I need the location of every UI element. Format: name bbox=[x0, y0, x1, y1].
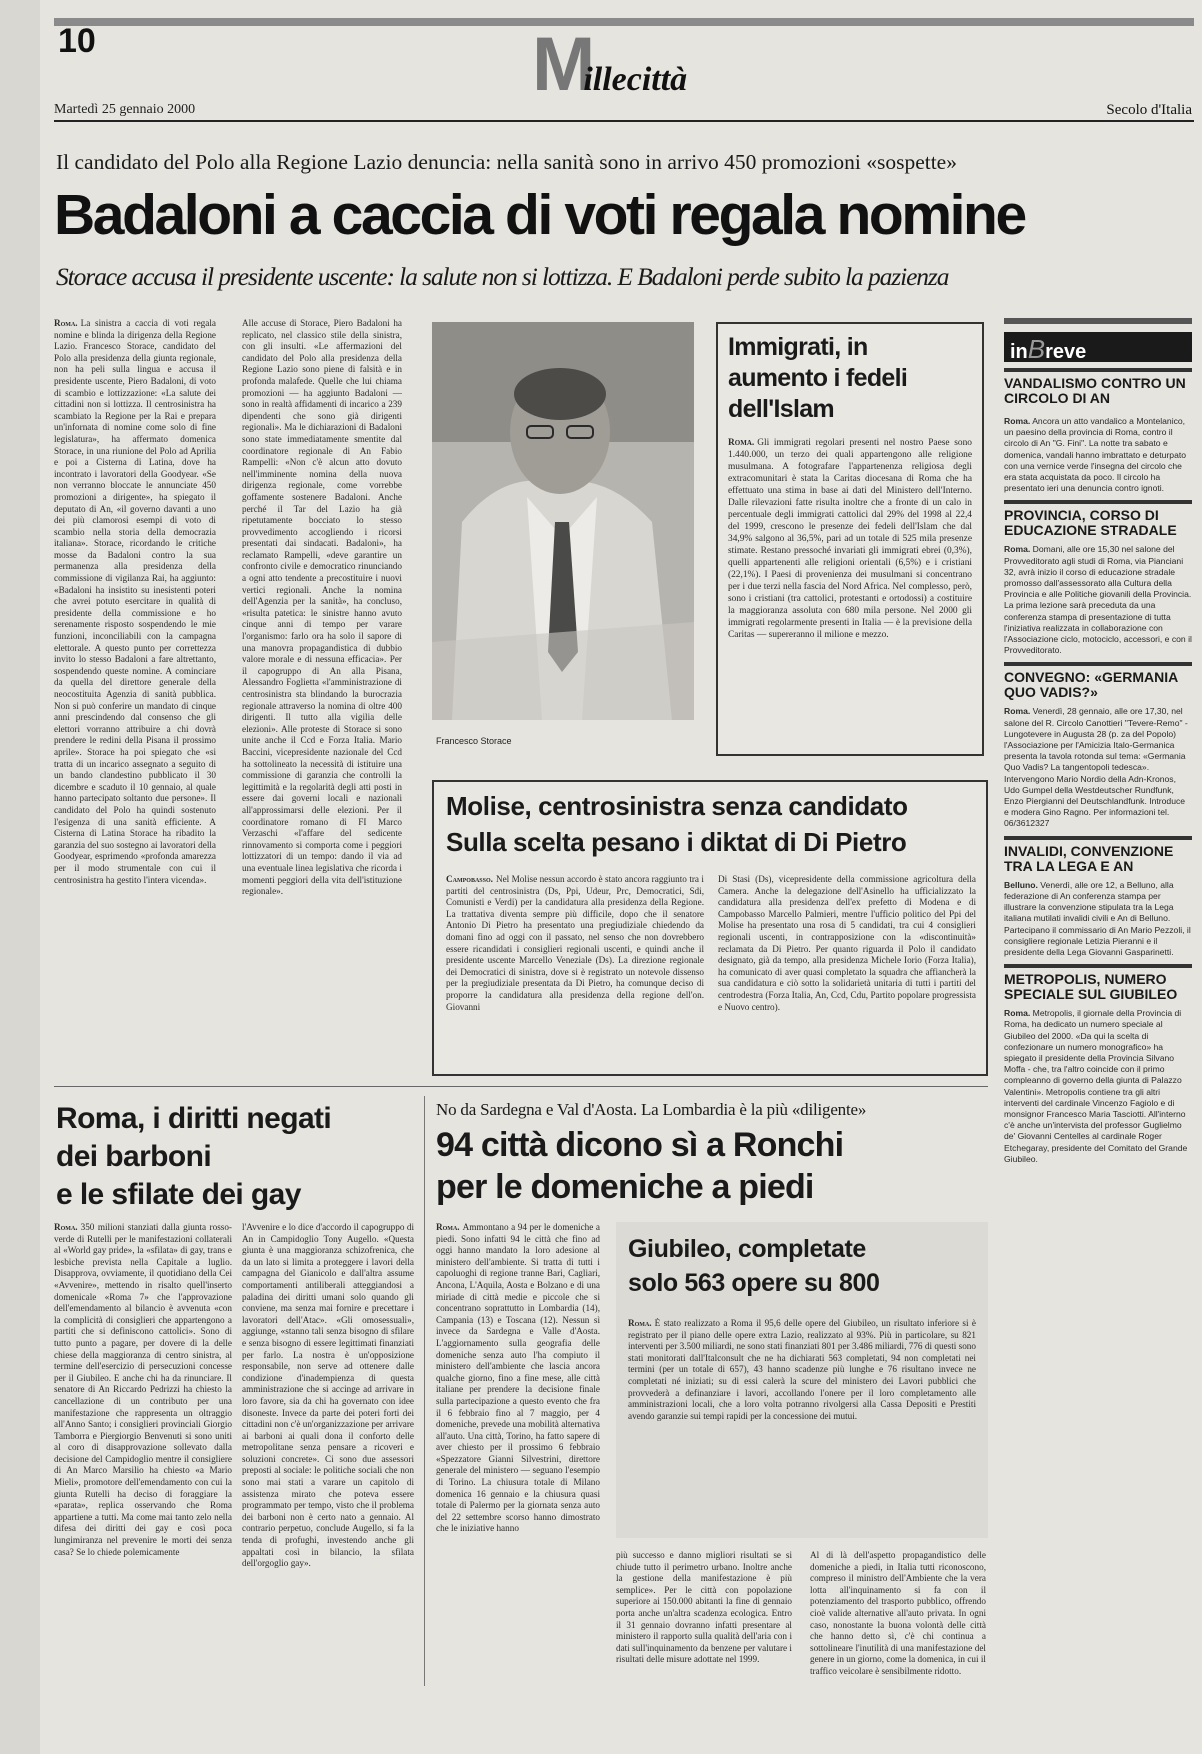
barboni-column-1 bbox=[54, 1222, 232, 1692]
barboni-dateline: Roma. bbox=[54, 1222, 78, 1232]
main-kicker: Il candidato del Polo alla Regione Lazio denuncia: nella sanità sono in arrivo 450 promozioni «sospette» bbox=[56, 150, 957, 174]
brevi-item-text bbox=[1004, 544, 1192, 656]
brevi-item-4 bbox=[1004, 844, 1192, 958]
brevi-item-3 bbox=[1004, 670, 1192, 829]
giubileo-dateline: Roma. bbox=[628, 1318, 652, 1328]
brevi-item-dateline: Roma. bbox=[1004, 544, 1031, 555]
molise-headline-1: Molise, centrosinistra senza candidato bbox=[446, 791, 908, 821]
brevi-badge-in: in bbox=[1010, 341, 1028, 363]
brevi-item-body: Metropolis, il giornale della Provincia di Roma, ha dedicato un numero speciale al Giubileo del 2000. «Da qui la scelta di confezionare un numero monografico» ha spiegato il presidente della Provincia Silvano Moffa - che, tra l'altro coincide con il primo compleanno di governo della giunta di Palazzo Valentini». Metropolis contiene tra gli altri interventi del cardinale Vincenzo Fagiolo e di monsignor Francesco Maria Tasciotti. All'interno c'è anche un'intervista del professor Guglielmo de' Giovanni Centelles al cardinale Roger Etchegaray, presidente del Comitato del Grande Giubileo. bbox=[1004, 1008, 1188, 1164]
barboni-text-2: l'Avvenire e lo dice d'accordo il capogruppo di An in Campidoglio Tony Augello. «Questa giunta è una maggioranza schizofrenica, che da un lato si limita a proteggere i lavori della campagna del Gianicolo e dall'altra assume comportamenti antiliberali atteggiandosi a paladina dei diritti umani solo quando gli conviene, ma senza mai fornire e precettare i lavoratori dell'Atac». «Gli omosessuali», aggiunge, «stanno tali senza bisogno di sfilare e senza bisogno di essere legittimati finanziati per farlo. La nostra è un'opposizione responsabile, non serve ad ottenere dalle condizione d'inadempienza di questa amministrazione che si accinge ad arrivare in loro favore, sia da chi ha governato con idee disoneste. Invece da parte dei poteri forti dei cittadini non c'è un'organizzazione per arrivare ai barboni ai quali dona il conforto delle metropolitane senza pensare a ricoveri e soluzioni concrete». Ci sono due assessori preposti al sociale: le politiche sociali che non sono mai stati a varare un capitolo di assistenza mirato che poteva essere programmato per tempo, visto che il problema dei barboni non è certo nato a gennaio. Al contrario perpetuo, conclude Augello, si fa la tenda di profughi, investendo anche gli appaltati così in bilancio, la sfilata dell'orgoglio gay». bbox=[242, 1222, 414, 1569]
molise-text-2: Di Stasi (Ds), vicepresidente della commissione agricoltura della Camera. Anche la delegazione dell'Asinello ha ufficializzato la candidatura alla presidenza dell'ex prefetto di Modena e di Campobasso Marcello Palmieri, mentre l'ufficio politico del Ppi del Molise ha presentato una rosa di 5 candidati, tra cui 4 consiglieri regionali uscenti, in contrapposizione con la «discontinuità» reclamata da Di Pietro. Per quanto riguarda il Polo il candidato designato, già da tempo, alla presidenza Michele Iorio (Forza Italia), ha comunicato di aver quasi completato la squadra che affiancherà la sua candidatura e ciò sotto la solidarietà unitaria di tutti i partiti del centrodestra (Forza Italia, An, Ccd, Cdu, Partito popolare progressista e Nuovo centro). bbox=[718, 874, 976, 1012]
brevi-item-title: INVALIDI, CONVENZIONE TRA LA LEGA E AN bbox=[1004, 842, 1174, 874]
brevi-item-title: PROVINCIA, CORSO DI EDUCAZIONE STRADALE bbox=[1004, 507, 1177, 539]
vertical-divider bbox=[424, 1096, 425, 1686]
immigrati-headline: Immigrati, in aumento i fedeli dell'Islam bbox=[728, 333, 908, 423]
molise-text-1: Nel Molise nessun accordo è stato ancora raggiunto tra i partiti del centrosinistra (Ds, Ppi, Udeur, Prc, Democratici, Sdi, Comunisti e Verdi) per la candidatura alla presidenza della Regione. La trattativa diventa sempre più difficile, dopo che il senatore Antonio Di Pietro ha presentato una pregiudiziale chiedendo da domani fino ad oggi con il passato, nel senso che non dovrebbero essere ricandidati i consiglieri regionali uscenti, e quindi anche il presidente uscente Marcello Veneziale (Ds). La direzione regionale dei Democratici di sinistra, dove si è registrato un notevole dissenso per la pregiudiziale presentata da Di Pietro, ha comunque deciso di proporre la candidatura alla presidenza della regione dell'on. Giovanni bbox=[446, 874, 704, 1012]
giubileo-text: È stato realizzato a Roma il 95,6 delle opere del Giubileo, un risultato inferiore si è registrato per il piano delle opere extra Lazio, realizzato al 93%. Più in particolare, su 821 interventi per 3.500 miliardi, ne sono stati finanziati 801 per 3.486 miliardi, 776 di questi sono stati monitorati dall'Italconsult che ne ha dichiarati 563 completati, 94 non completati nei termini (per un totale di 657), 43 hanno scadenze più lunghe e 76 risultano invece ne completati né iniziati; su di essi calerà la scure del ministero dei Lavori pubblici che provvederà a definanziare i lavori, accollando l'onere per il loro completamento alle amministrazioni locali, che a loro volta potranno rivolgersi alla Cassa Depositi e Prestiti avendo garanzie sui tempi rapidi per la concessione dei mutui. bbox=[628, 1318, 976, 1421]
ronchi-headline-1: 94 città dicono sì a Ronchi bbox=[436, 1126, 844, 1164]
storace-photo bbox=[432, 322, 694, 720]
brevi-item-title: VANDALISMO CONTRO UN CIRCOLO DI AN bbox=[1004, 375, 1186, 406]
brevi-separator bbox=[1004, 662, 1192, 666]
giubileo-headline-2: solo 563 opere su 800 bbox=[628, 1269, 880, 1297]
brevi-separator bbox=[1004, 836, 1192, 840]
main-story-column-1 bbox=[54, 318, 216, 1068]
barboni-headline-1: Roma, i diritti negati bbox=[56, 1102, 332, 1135]
molise-column-1 bbox=[446, 874, 704, 1066]
top-rule bbox=[54, 18, 1194, 26]
giubileo-headline-1: Giubileo, completate bbox=[628, 1235, 866, 1263]
giubileo-body bbox=[628, 1318, 976, 1518]
newspaper-page bbox=[40, 0, 1202, 1754]
immigrati-text: Gli immigrati regolari presenti nel nostro Paese sono 1.440.000, un terzo dei quali appartengono alle religione musulmana. A fotografare l'appartenenza religiosa degli extracomunitari è stata la Caritas diocesana di Roma che ha effettuato una stima in base ai dati del Ministero dell'Interno. Dalle rilevazioni fatte risulta inoltre che a fronte di un calo in percentuale degli immigrati cattolici dal 29% del 1998 al 22,4 del 1999, crescono le presenze dei fedeli dell'Islam che dal 34,9% salgono al 36,5%, pari ad un totale di 525 mila presenze stimate. Restano pressoché invariati gli immigrati ebrei (0,3%), quelli appartenenti alle religioni orientali (6,5%) e i cristiani (22,1%). I Paesi di provenienza dei musulmani si concentrano per i due terzi nella fascia del Nord Africa. Nel complesso, però, sono i cristiani (tra cattolici, protestanti e ortodossi) a costituire la maggioranza assoluta con 680 mila persone. Nel 2000 gli immigrati regolarmente presenti in Italia — è la previsione della Caritas — supereranno il milione e mezzo. bbox=[728, 438, 972, 640]
ronchi-kicker: No da Sardegna e Val d'Aosta. La Lombardia è la più «diligente» bbox=[436, 1100, 867, 1119]
ronchi-text-1: Ammontano a 94 per le domeniche a piedi. Sono infatti 94 le città che fino ad oggi hanno mandato la loro adesione al ministero dell'ambiente. Si tratta di tutti i capoluoghi di regione tranne Bari, Cagliari, Ancona, L'Aquila, Aosta e Bolzano e di una miriade di città medie e piccole che si concentrano soprattutto in Lombardia (14), Campania (13) e Toscana (12). Nessun sì invece da Sardegna e Valle d'Aosta. L'aggiornamento sulla geografia delle domeniche senza auto l'ha compiuto il ministero dell'ambiente che lascia ancora qualche giorno, fino a fine mese, alle città italiane per prendere la decisione finale sulla partecipazione a questo evento che fra il 6 febbraio fino al 7 maggio, per 4 domeniche, prevede una mobilità alternativa all'auto. Una città, Torino, ha fatto sapere di aver chiesto per il prossimo 6 febbraio «Spezzatore Gianni Silvestrini, direttore generale del ministero — seguano l'esempio di Torino. La chiusura totale di Milano domenica 16 gennaio e la chiusura quasi totale di Palermo per la giornata senza auto del 22 settembre scorso hanno dimostrato che le iniziative hanno bbox=[436, 1222, 600, 1534]
brevi-separator bbox=[1004, 964, 1192, 968]
brevi-item-5 bbox=[1004, 972, 1192, 1165]
ronchi-column-2 bbox=[616, 1550, 792, 1696]
brevi-item-2 bbox=[1004, 508, 1192, 656]
main-story-text-2: Alle accuse di Storace, Piero Badaloni ha replicato, nel classico stile della sinistra, con gli insulti. «Le affermazioni del candidato del Polo alla presidenza della Regione Lazio sono piene di falsità e in profonda malafede. Quelle che lui chiama promozioni — ha aggiunto Badaloni — sono in realtà affidamenti di incarico a 239 dipendenti che sono già dirigenti regionali». Ma le dichiarazioni di Badaloni sono state immediatamente smentite dal coordinatore regionale di An Fabio Rampelli: «Non c'è alcun atto dovuto nell'imminente nomina della nuova dirigenza regionale, come vorrebbe goffamente sostenere Badaloni. Anche perché il Tar del Lazio ha già ripetutamente bocciato lo stesso provvedimento accogliendo i ricorsi presentati dai sindacati. Badaloni», ha reclamato Rampelli, «deve garantire un confronto civile e democratico rinunciando a ogni atto tendente a precostituire i nuovi vertici regionali. Anche la nomina dell'Agenzia per la sanità», ha concluso, «risulta patetica: le sinistre hanno avuto cinque anni di tempo per varare l'organismo: farlo ora ha solo il sapore di una manovra propagandistica di dubbio valore morale e di nessuna efficacia». Per il capogruppo di An alla Pisana, Alessandro Foglietta «l'amministrazione di centrosinistra sta blindando la burocrazia regionale attraverso la nomina di oltre 400 dirigenti. Il tutto alla vigilia delle elezioni». Alle proteste di Storace si sono unite anche il Ccd e Forza Italia. Mario Baccini, vicepresidente nazionale del Ccd ha sottolineato la necessità di istituire una commissione di garanzia che controlli la legittimità e la regolarità degli atti posti in essere dai governi locali e nazionali all'approssimarsi delle elezioni. Per il coordinatore romano di FI Marco Verzaschi «l'affare del sedicente rinnovamento si comporta come i peggiori lottizzatori di un tempo: dando il via ad una eventuale linea legislativa che ricorda i momenti peggiori della vita dell'istituzione regionale». bbox=[242, 318, 402, 897]
publication-name: Secolo d'Italia bbox=[1106, 102, 1192, 118]
ronchi-dateline: Roma. bbox=[436, 1222, 460, 1232]
ronchi-column-1 bbox=[436, 1222, 600, 1692]
brevi-top-rule bbox=[1004, 318, 1192, 324]
brevi-separator bbox=[1004, 500, 1192, 504]
brevi-item-dateline: Roma. bbox=[1004, 706, 1031, 717]
date-line: Martedì 25 gennaio 2000 bbox=[54, 102, 196, 117]
ronchi-headline-2: per le domeniche a piedi bbox=[436, 1168, 814, 1206]
molise-headline-2: Sulla scelta pesano i diktat di Di Pietro bbox=[446, 827, 907, 857]
brevi-item-text bbox=[1004, 1008, 1192, 1165]
photo-caption: Francesco Storace bbox=[436, 736, 512, 746]
barboni-headline-3: e le sfilate dei gay bbox=[56, 1178, 301, 1211]
ronchi-text-2: più successo e danno migliori risultati se si chiude tutto il perimetro urbano. Inoltre anche la gestione della manifestazione è più semplice». Per le città con popolazione superiore ai 150.000 abitanti la fine di gennaio porta anche un'altra scadenza ecologica. Entro il 31 gennaio dovranno infatti presentare al ministero il rapporto sulla qualità dell'aria con i dati sull'inquinamento da benzene per valutare i risultati delle misure adottate nel 1999. bbox=[616, 1550, 792, 1665]
immigrati-dateline: Roma. bbox=[728, 438, 755, 448]
page-number: 10 bbox=[58, 22, 96, 60]
brevi-item-dateline: Roma. bbox=[1004, 416, 1031, 426]
brevi-item-title: CONVEGNO: «GERMANIA QUO VADIS?» bbox=[1004, 669, 1178, 701]
barboni-text-1: 350 milioni stanziati dalla giunta rosso-verde di Rutelli per le manifestazioni collaterali al «World gay pride», la «sfilata» di gay, trans e lesbiche prevista nella Capitale a luglio. Disapprova, ovviamente, il quotidiano della Cei «Avvenire», mettendo in risalto quell'inserto domenicale «Roma 7» che l'approvazione dell'emendamento al bilancio è avvenuta «con la complicità di consiglieri che appartengono a partiti che si definiscono cattolici». Sono di tutto punto a pagare, per dovere di la delle chiese della maggioranza di centro sinistra, al termine dell'esercizio di persecuzioni concesse per il Giubileo. E anche chi ha da rinunciare. Il senatore di An Riccardo Pedrizzi ha chiesto la cancellazione di un contributo per una manifestazione che rappresenta un oltraggio all'Anno Santo; i consiglieri provinciali Giorgio Tamborra e Piergiorgio Benvenuti si sono uniti al coro di disapprovazione sollevato dalla decisione del Campidoglio mentre il consigliere di An Marco Marsilio ha chiesto «a Mario Mieli», promotore dell'emendamento con cui la giunta Rutelli ha deciso di foraggiare la «parata», replica osservando che Roma appartiene a tutti. Ma come mai tanto zelo nella difesa dei diritti dei gay e così poca lungimiranza nel prevenire le morti dei senza casa? Se lo chiede polemicamente bbox=[54, 1222, 232, 1557]
main-story-text-1: La sinistra a caccia di voti regala nomine e blinda la dirigenza della Regione Lazio. Francesco Storace, candidato del Polo alla presidenza della giunta regionale, non ha peli sulla lingua e accusa il presidente uscente, Piero Badaloni, di voto di scambio e lottizzazione: «La salute dei cittadini non si lottizza. Il centrosinistra ha scambiato la Regione per la Rai e prepara un'infornata di nomine come solo di fine legislatura», ha affermato domenica Storace, in una riunione del Polo ad Aprilia e poi a Cisterna di Latina, dove ha incontrato i lavoratori della Goodyear. «Se non verranno bloccate le annunciate 450 promozioni a dirigente», ha spiegato il deputato di An, «il governo davanti a uno dei più clamorosi esempi di voto di scambio nella storia della democrazia italiana». Storace, ricordando le critiche mosse da Badaloni contro la sua permanenza alla presidenza della commissione di vigilanza Rai, ha aggiunto: «Badaloni ha insistito su inesistenti poteri che avrei potuto esercitare in qualità di presidente della commissione e ho serenamente risposto sospendendo le mie funzioni, inconciliabili con la campagna elettorale. A questo punto per correttezza invito lo stesso Badaloni a fare altrettanto, sospendendo queste nomine. A cominciare da quella del direttore generale della neocostituita Agenzia di sanità pubblica. Non si può conferire un mandato di cinque anni prescindendo dal consenso che gli elettori vorranno attribuire a chi dovrà prendere le redini della Pisana il prossimo aprile». Storace ha poi spiegato che «si tratta di un incarico assegnato a seguito di un bando clandestino pubblicato il 30 dicembre e scaduto il 10 gennaio, al quale hanno partecipato soltanto due persone». Il candidato del Polo ha quindi sostenuto l'esigenza di una sanità efficiente. A Cisterna di Latina Storace ha ribadito la garanzia del suo sostegno ai lavoratori della Goodyear, esprimendo «profonda amarezza per il modo strumentale con cui il centrosinistra ha gestito l'intera vicenda». bbox=[54, 318, 216, 885]
brevi-badge-b: B bbox=[1027, 334, 1046, 364]
ronchi-column-3 bbox=[810, 1550, 986, 1696]
main-headline: Badaloni a caccia di voti regala nomine bbox=[54, 183, 1025, 247]
brevi-item-body: Venerdì, 28 gennaio, alle ore 17,30, nel salone del R. Circolo Canottieri "Tevere-Remo" - Lungotevere in Augusta 28 (p. za del Popolo) l'Associazione per l'Amicizia Italo-Germanica presenta la tavola rotonda sul tema: «Germania Quo Vadis? La tangentopoli tedesca». Intervengono Mario Nordio della Adn-Kronos, Udo Gumpel della Westdeutscher Rundfunk, Enzo Piergianni del Deutschlandfunk. Introduce e modera Gino Ragno. Per informazioni tel. 06/3612327 bbox=[1004, 706, 1188, 829]
brevi-item-dateline: Roma. bbox=[1004, 1008, 1031, 1019]
main-subheadline: Storace accusa il presidente uscente: la salute non si lottizza. E Badaloni perde subito la pazienza bbox=[56, 262, 949, 291]
brevi-badge bbox=[1004, 332, 1192, 362]
molise-box bbox=[432, 780, 988, 1076]
brevi-item-text bbox=[1004, 706, 1192, 829]
main-dateline: Roma. bbox=[54, 318, 78, 328]
brevi-item-dateline: Belluno. bbox=[1004, 879, 1038, 890]
brevi-item-1 bbox=[1004, 376, 1192, 494]
brevi-item-title: METROPOLIS, NUMERO SPECIALE SUL GIUBILEO bbox=[1004, 971, 1178, 1003]
section-initial: M bbox=[532, 22, 592, 107]
brevi-item-body: Venerdì, alle ore 12, a Belluno, alla federazione di An conferenza stampa per illustrare la convenzione stipulata tra la Lega italiana mutilati invalidi civili e An di Belluno. Partecipano il commissario di An Mario Pezzoli, il consigliere regionale Letizia Pieranni e il presidente della Lega Giovanni Gasparinetti. bbox=[1004, 879, 1191, 957]
section-logo bbox=[532, 22, 688, 107]
molise-column-2 bbox=[718, 874, 976, 1066]
barboni-headline-2: dei barboni bbox=[56, 1140, 212, 1173]
masthead-rule bbox=[54, 120, 1194, 122]
giubileo-box bbox=[616, 1222, 988, 1538]
main-story-column-2 bbox=[242, 318, 402, 1068]
ronchi-text-3: Al di là dell'aspetto propagandistico delle domeniche a piedi, in Italia tutti riconoscono, compreso il ministro dell'Ambiente che la vera lotta all'inquinamento si fa con il potenziamento del trasporto pubblico, offrendo cioè valide alternative all'auto privata. In ogni caso, nonostante la buona volontà delle città che hanno detto sì, c'è chi continua a sottolineare l'inutilità di una manifestazione del genere in un giorno, come la domenica, in cui il traffico veicolare è sensibilmente ridotto. bbox=[810, 1550, 986, 1676]
immigrati-box bbox=[716, 322, 984, 756]
brevi-separator bbox=[1004, 368, 1192, 372]
brevi-item-body: Domani, alle ore 15,30 nel salone del Provveditorato agli studi di Roma, via Pianciani 32, avrà inizio il corso di educazione stradale promosso dall'assessorato alla Cultura della Provincia e alle Politiche giovanili della Provincia. La prima lezione sarà preceduta da una conferenza stampa di presentazione di tutta l'iniziativa realizzata in collaborazione con l'Associazione ciclo, motociclo, accessori, e con il Provveditorato. bbox=[1004, 544, 1192, 656]
brevi-item-text bbox=[1004, 416, 1192, 494]
ronchi-headline bbox=[436, 1124, 992, 1208]
brevi-sidebar bbox=[1004, 318, 1192, 1748]
section-name: illecittà bbox=[583, 61, 688, 98]
brevi-badge-reve: reve bbox=[1045, 341, 1087, 363]
brevi-item-text bbox=[1004, 880, 1192, 958]
molise-dateline: Campobasso. bbox=[446, 874, 493, 884]
section-divider bbox=[54, 1086, 988, 1087]
portrait-illustration bbox=[432, 322, 694, 720]
barboni-headline bbox=[56, 1100, 416, 1214]
immigrati-body bbox=[728, 437, 972, 767]
barboni-column-2 bbox=[242, 1222, 414, 1692]
brevi-item-body: Ancora un atto vandalico a Montelanico, un paesino della provincia di Roma, contro il circolo di An "G. Fini". La notte tra sabato e domenica, vandali hanno imbrattato e deturpato con una vernice verde l'insegna del circolo che era stata acquistata da poco. Il circolo ha presentato ieri una denuncia contro ignoti. bbox=[1004, 416, 1187, 494]
